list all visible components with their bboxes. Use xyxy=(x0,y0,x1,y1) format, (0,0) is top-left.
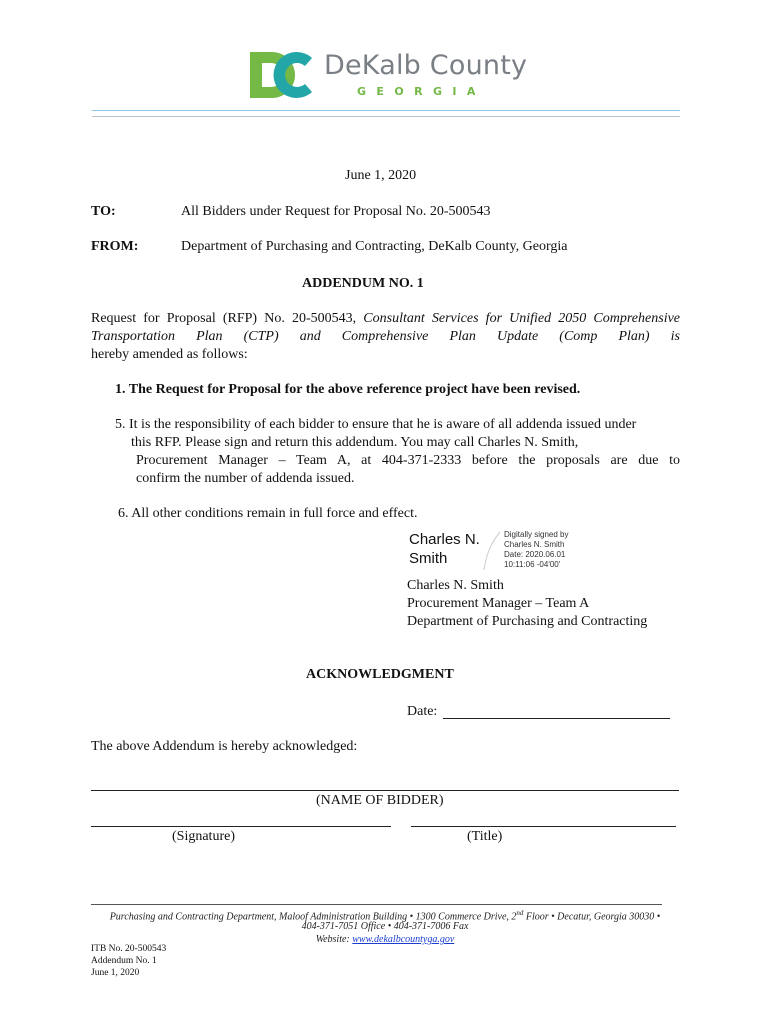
intro-plain: Request for Proposal (RFP) No. 20-500543, xyxy=(91,311,364,326)
digital-signature-line-1: Digitally signed by xyxy=(504,530,569,539)
bidder-name-label: (NAME OF BIDDER) xyxy=(316,793,444,808)
footer-phone: 404-371-7051 Office • 404-371-7006 Fax xyxy=(301,921,469,932)
to-label: TO: xyxy=(91,204,116,219)
date-field-line[interactable] xyxy=(443,718,670,719)
footer-website-label: Website: xyxy=(315,934,353,945)
footer-rule xyxy=(91,904,662,905)
reference-date: June 1, 2020 xyxy=(91,968,140,978)
item-1: 1. The Request for Proposal for the above reference project have been revised. xyxy=(115,382,581,397)
reference-addendum: Addendum No. 1 xyxy=(91,956,157,966)
footer-website-link[interactable]: www.dekalbcountyga.gov xyxy=(352,934,455,945)
footer-address-part-2: Floor • Decatur, Georgia 30030 • xyxy=(523,911,661,923)
signer-department: Department of Purchasing and Contracting xyxy=(407,614,648,629)
logo-state-name: GEORGIA xyxy=(357,85,486,98)
digital-signature-line-3: Date: 2020.06.01 xyxy=(504,550,566,559)
signature-name-line-1: Charles N. xyxy=(409,531,480,548)
digital-signature-line-4: 10:11:06 -04'00' xyxy=(504,560,561,569)
intro-paragraph xyxy=(91,310,680,346)
from-value: Department of Purchasing and Contracting, DeKalb County, Georgia xyxy=(181,239,568,254)
footer-address-sup: nd xyxy=(516,909,524,917)
date-label: Date: xyxy=(407,704,438,719)
logo-county-name: DeKalb County xyxy=(324,50,528,81)
reference-itb: ITB No. 20-500543 xyxy=(91,944,167,954)
header-rule-gray xyxy=(92,116,680,117)
bidder-name-line[interactable] xyxy=(91,790,679,791)
footer-address-part-1: Purchasing and Contracting Department, Maloof Administration Building • 1300 Commerce Drive, 2 xyxy=(109,911,517,923)
title-label: (Title) xyxy=(467,829,503,844)
item-5-line-1: 5. It is the responsibility of each bidder to ensure that he is aware of all addenda issued under xyxy=(115,417,637,432)
memo-date: June 1, 2020 xyxy=(345,168,417,183)
item-5-line-2: this RFP. Please sign and return this addendum. You may call Charles N. Smith, xyxy=(131,435,579,450)
item-6: 6. All other conditions remain in full force and effect. xyxy=(118,506,418,521)
addendum-title: ADDENDUM NO. 1 xyxy=(302,276,424,291)
item-5-line-4: confirm the number of addenda issued. xyxy=(136,471,355,486)
from-label: FROM: xyxy=(91,239,139,254)
intro-project-title: Consultant Services for Unified 2050 Comprehensive Transportation Plan (CTP) and Comprehensive Plan Update (Comp Plan) is xyxy=(91,311,681,344)
acknowledgment-title: ACKNOWLEDGMENT xyxy=(306,667,454,682)
signer-name: Charles N. Smith xyxy=(407,578,504,593)
signature-label: (Signature) xyxy=(172,829,235,844)
title-line[interactable] xyxy=(411,826,676,827)
signature-name-line-2: Smith xyxy=(409,550,448,567)
digital-signature-line-2: Charles N. Smith xyxy=(504,540,565,549)
signer-title: Procurement Manager – Team A xyxy=(407,596,590,611)
to-value: All Bidders under Request for Proposal No. 20-500543 xyxy=(181,204,491,219)
header-rule-blue xyxy=(92,110,680,111)
acknowledgment-statement: The above Addendum is hereby acknowledged: xyxy=(91,739,358,754)
signature-stroke-icon xyxy=(480,530,506,572)
item-5-line-3: Procurement Manager – Team A, at 404-371-2333 before the proposals are due to xyxy=(136,453,680,468)
signature-line[interactable] xyxy=(91,826,391,827)
intro-amended: hereby amended as follows: xyxy=(91,347,248,362)
